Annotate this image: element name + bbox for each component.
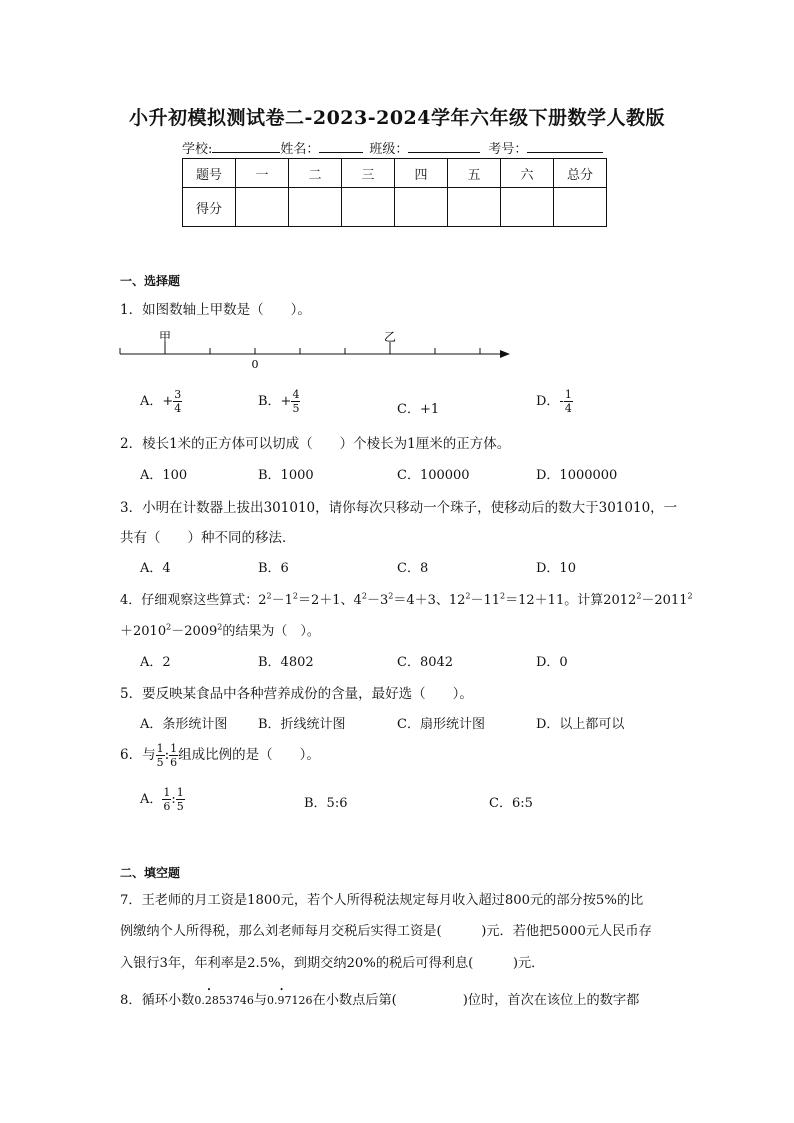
q6-option-c[interactable]: C．6:5 (489, 796, 533, 811)
class-label: 班级： (369, 142, 409, 157)
q1-option-d[interactable]: D．- $\frac{1}{4}$ (536, 388, 572, 415)
q6-option-a[interactable]: A． $\frac{1}{6}$ : $\frac{1}{5}$ (140, 786, 184, 813)
q1-option-b[interactable]: B．+ $\frac{4}{5}$ (258, 388, 300, 415)
q6-option-b[interactable]: B．5:6 (304, 796, 348, 811)
number-line-ticks (120, 348, 480, 354)
score-table (182, 158, 607, 227)
page-title: 小升初模拟测试卷二-2023-2024学年六年级下册数学人教版 (128, 107, 666, 129)
score-cell[interactable] (501, 188, 554, 227)
q4-option-a[interactable]: A．2 (140, 655, 171, 670)
section-fill-heading: 二、填空题 (120, 866, 181, 880)
name-label: 姓名： (280, 142, 320, 157)
jia-label: 甲 (158, 330, 172, 344)
school-blank[interactable] (212, 140, 280, 153)
q5-option-c[interactable]: C．扇形统计图 (397, 717, 485, 732)
q4-option-b[interactable]: B．4802 (258, 655, 314, 670)
q2-option-b[interactable]: B．1000 (258, 468, 314, 483)
header-cell: 四 (395, 159, 448, 188)
q7-text-line2: 例缴纳个人所得税，那么刘老师每月交税后实得工资是( )元．若他把5000元人民币存 (120, 924, 652, 939)
q5-option-d[interactable]: D．以上都可以 (536, 717, 625, 732)
q3-option-d[interactable]: D．10 (536, 561, 576, 576)
student-info-line (182, 138, 603, 157)
q2-option-d[interactable]: D．1000000 (536, 468, 618, 483)
zero-label: 0 (251, 358, 259, 371)
score-cell[interactable] (342, 188, 395, 227)
header-cell: 题号 (183, 159, 236, 188)
score-cell[interactable] (554, 188, 607, 227)
exam-no-label: 考号： (488, 142, 528, 157)
q6-text: 6．与 $\frac{1}{5}$ : $\frac{1}{6}$ 组成比例的是（ ）。 (120, 742, 320, 769)
q3-option-b[interactable]: B．6 (258, 561, 289, 576)
name-blank[interactable] (319, 140, 363, 153)
yi-label: 乙 (383, 330, 397, 344)
repeating-decimal-1: 0.• 2853746 (194, 994, 254, 1007)
q3-option-c[interactable]: C．8 (397, 561, 429, 576)
q5-option-b[interactable]: B．折线统计图 (258, 717, 346, 732)
repeating-decimal-2: 0.• 97126 (267, 994, 313, 1007)
number-line-arrow (500, 350, 510, 358)
q8-text: 8．循环小数0.• 2853746与0.• 97126在小数点后第( )位时，首次在该位上的数字都 (120, 989, 639, 1008)
number-line (114, 328, 514, 374)
q5-text: 5．要反映某食品中各种营养成份的含量，最好选（ ）。 (120, 686, 473, 702)
q1-option-a[interactable]: A．+ $\frac{3}{4}$ (140, 388, 182, 415)
header-cell: 五 (448, 159, 501, 188)
exam-no-blank[interactable] (527, 140, 603, 153)
q7-text-line1: 7．王老师的月工资是1800元，若个人所得税法规定每月收入超过800元的部分按5%的比 (120, 893, 644, 908)
header-cell: 六 (501, 159, 554, 188)
score-cell[interactable] (448, 188, 501, 227)
header-cell: 二 (289, 159, 342, 188)
q1-option-c[interactable]: C．+1 (397, 402, 440, 417)
q4-option-c[interactable]: C．8042 (397, 655, 454, 670)
q4-text-line1: 4．仔细观察这些算式：$2^2-1^2=2+1$、$4^2-3^2=4+3$、$12^2-11^2=12+11$。计算$2012^2-2011^2$ (120, 591, 693, 608)
q3-text-line2: 共有（ ）种不同的移法． (120, 530, 296, 546)
score-row-label: 得分 (183, 188, 236, 227)
q4-option-d[interactable]: D．0 (536, 655, 568, 670)
class-blank[interactable] (408, 140, 480, 153)
q7-text-line3: 入银行3年，年利率是2.5%，到期交纳20%的税后可得利息( )元． (120, 956, 545, 971)
q2-text: 2．棱长1米的正方体可以切成（ ）个棱长为1厘米的正方体。 (120, 436, 511, 452)
q1-text: 1．如图数轴上甲数是（ ）。 (120, 302, 311, 318)
q5-option-a[interactable]: A．条形统计图 (140, 717, 228, 732)
score-cell[interactable] (289, 188, 342, 227)
header-cell: 一 (236, 159, 289, 188)
school-label: 学校: (182, 142, 213, 157)
q3-text-line1: 3．小明在计数器上拔出301010，请你每次只移动一个珠子，使移动后的数大于301010，一 (120, 500, 678, 516)
header-cell: 总分 (554, 159, 607, 188)
section-choice-heading: 一、选择题 (120, 274, 181, 288)
q4-text-line2: $+2010^2-2009^2$的结果为（ ）。 (120, 622, 320, 639)
q3-option-a[interactable]: A．4 (140, 561, 171, 576)
q2-option-c[interactable]: C．100000 (397, 468, 470, 483)
score-cell[interactable] (236, 188, 289, 227)
header-cell: 三 (342, 159, 395, 188)
score-cell[interactable] (395, 188, 448, 227)
q2-option-a[interactable]: A．100 (140, 468, 188, 483)
